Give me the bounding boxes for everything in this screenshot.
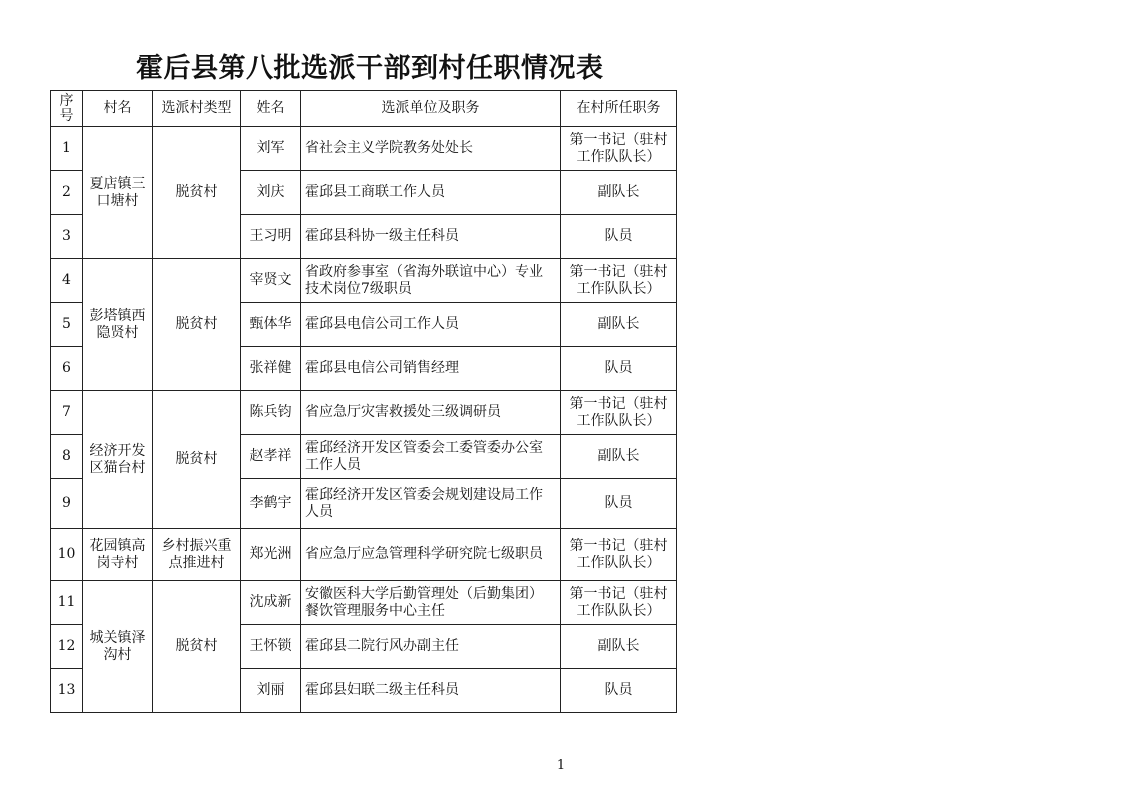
cell-seq: 3 [51,215,83,259]
cell-seq: 5 [51,303,83,347]
cell-unit: 霍邱县二院行风办副主任 [301,625,561,669]
cell-unit: 霍邱县工商联工作人员 [301,171,561,215]
cell-unit: 省政府参事室（省海外联谊中心）专业技术岗位7级职员 [301,259,561,303]
cell-seq: 6 [51,347,83,391]
cell-unit: 霍邱县妇联二级主任科员 [301,669,561,713]
cell-village: 城关镇泽沟村 [83,581,153,713]
cell-role: 第一书记（驻村工作队队长） [561,529,677,581]
cell-name: 刘庆 [241,171,301,215]
cell-unit: 霍邱县科协一级主任科员 [301,215,561,259]
cell-name: 张祥健 [241,347,301,391]
cell-role: 队员 [561,479,677,529]
header-seq: 序号 [51,91,83,127]
cell-role: 第一书记（驻村工作队队长） [561,259,677,303]
cell-seq: 13 [51,669,83,713]
header-village: 村名 [83,91,153,127]
cell-role: 队员 [561,347,677,391]
cell-role: 副队长 [561,171,677,215]
cell-seq: 8 [51,435,83,479]
cell-seq: 2 [51,171,83,215]
cell-village-type: 脱贫村 [153,581,241,713]
document-title: 霍后县第八批选派干部到村任职情况表 [136,53,604,84]
cell-unit: 省应急厅灾害救援处三级调研员 [301,391,561,435]
cell-seq: 10 [51,529,83,581]
table-row [51,391,677,435]
cell-seq: 9 [51,479,83,529]
cell-role: 副队长 [561,435,677,479]
table-header-row [51,91,677,127]
cell-name: 王怀锁 [241,625,301,669]
cell-unit: 霍邱经济开发区管委会工委管委办公室工作人员 [301,435,561,479]
cell-name: 甄体华 [241,303,301,347]
cell-unit: 霍邱县电信公司销售经理 [301,347,561,391]
cell-village: 夏店镇三口塘村 [83,127,153,259]
cell-village-type: 脱贫村 [153,127,241,259]
cell-village: 彭塔镇西隐贤村 [83,259,153,391]
cell-unit: 省社会主义学院教务处处长 [301,127,561,171]
header-type: 选派村类型 [153,91,241,127]
cell-role: 队员 [561,669,677,713]
cell-name: 李鹤宇 [241,479,301,529]
cell-name: 刘军 [241,127,301,171]
cell-seq: 7 [51,391,83,435]
cell-village-type: 脱贫村 [153,391,241,529]
cell-unit: 省应急厅应急管理科学研究院七级职员 [301,529,561,581]
header-role: 在村所任职务 [561,91,677,127]
cadre-roster-table [50,90,677,713]
cell-village-type: 脱贫村 [153,259,241,391]
cell-name: 陈兵钧 [241,391,301,435]
cell-name: 王习明 [241,215,301,259]
cell-role: 第一书记（驻村工作队队长） [561,581,677,625]
cell-name: 宰贤文 [241,259,301,303]
cell-name: 赵孝祥 [241,435,301,479]
cell-name: 刘丽 [241,669,301,713]
page-number: 1 [556,758,566,773]
cell-name: 沈成新 [241,581,301,625]
cell-role: 第一书记（驻村工作队队长） [561,391,677,435]
header-unit: 选派单位及职务 [301,91,561,127]
cell-role: 队员 [561,215,677,259]
cell-unit: 安徽医科大学后勤管理处（后勤集团）餐饮管理服务中心主任 [301,581,561,625]
cell-role: 第一书记（驻村工作队队长） [561,127,677,171]
header-name: 姓名 [241,91,301,127]
table-row [51,581,677,625]
cell-name: 郑光洲 [241,529,301,581]
cell-role: 副队长 [561,303,677,347]
cell-seq: 12 [51,625,83,669]
cell-village: 花园镇高岗寺村 [83,529,153,581]
table-row [51,127,677,171]
cell-unit: 霍邱县电信公司工作人员 [301,303,561,347]
table-row [51,259,677,303]
table-row [51,529,677,581]
cell-seq: 11 [51,581,83,625]
cell-village-type: 乡村振兴重点推进村 [153,529,241,581]
cell-seq: 1 [51,127,83,171]
cell-unit: 霍邱经济开发区管委会规划建设局工作人员 [301,479,561,529]
cell-village: 经济开发区猫台村 [83,391,153,529]
cell-seq: 4 [51,259,83,303]
cell-role: 副队长 [561,625,677,669]
